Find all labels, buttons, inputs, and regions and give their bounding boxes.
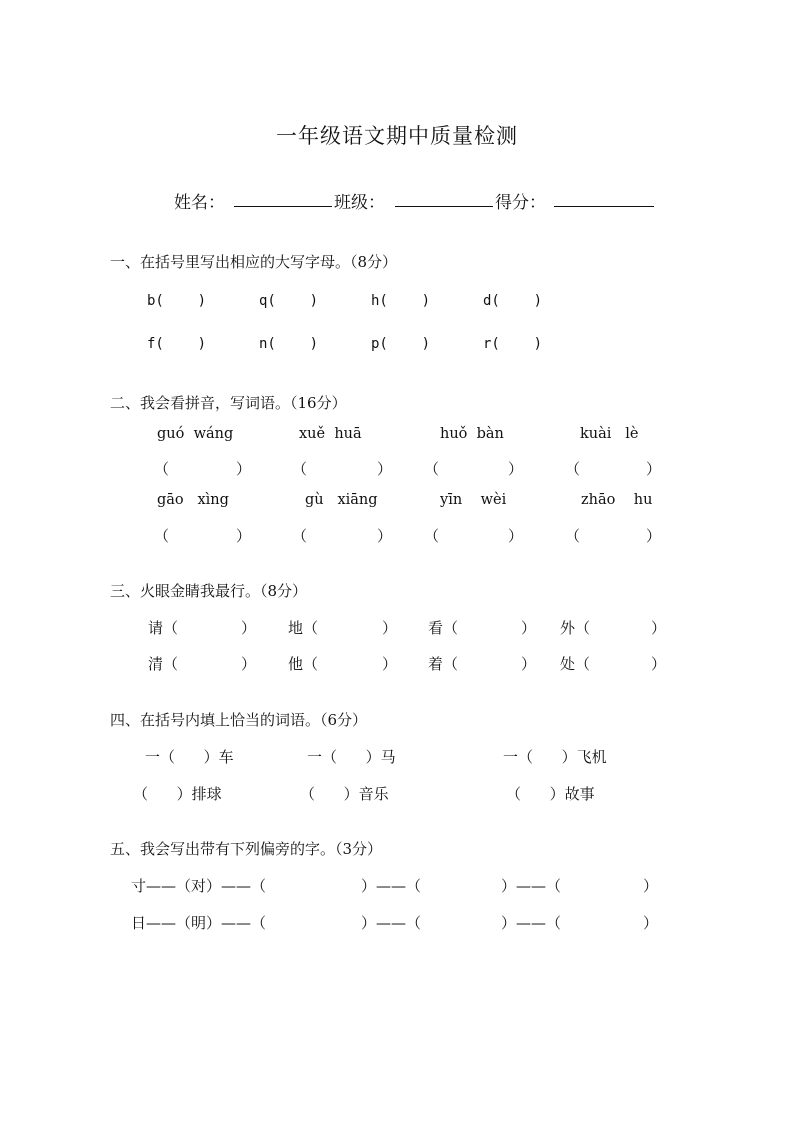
paren-close: ） [521, 655, 537, 673]
name-blank[interactable] [234, 206, 332, 207]
paren-close: ） [377, 527, 393, 545]
paren-close: ） [508, 527, 524, 545]
paren-close: ） [236, 460, 252, 478]
paren-close: ） [651, 619, 667, 637]
char-item[interactable]: 处（ [560, 655, 591, 673]
paren-close: ） [651, 655, 667, 673]
section4-heading: 四、在括号内填上恰当的词语。（6分） [110, 711, 368, 729]
letter-blank[interactable]: n( ) [259, 336, 319, 352]
fill-item[interactable]: （ ）故事 [506, 785, 595, 803]
class-label: 班级： [334, 193, 385, 213]
paren-open[interactable]: （ [424, 527, 440, 545]
paren-open[interactable]: （ [424, 460, 440, 478]
paren-close: ） [382, 619, 398, 637]
section1-heading: 一、在括号里写出相应的大写字母。（8分） [110, 253, 398, 271]
paren-open[interactable]: （ [565, 460, 581, 478]
paren-close: ） [382, 655, 398, 673]
paren-open[interactable]: （ [292, 527, 308, 545]
letter-blank[interactable]: f( ) [147, 336, 207, 352]
fill-item[interactable]: （ ）排球 [133, 785, 222, 803]
pinyin-word: yīn wèi [440, 492, 507, 508]
paren-close: ） [241, 655, 257, 673]
radical-row-end: ） [643, 877, 659, 895]
paren-open[interactable]: （ [154, 460, 170, 478]
paren-close: ） [646, 527, 662, 545]
fill-item[interactable]: 一（ ）车 [145, 748, 234, 766]
char-item[interactable]: 他（ [288, 655, 319, 673]
paren-open[interactable]: （ [292, 460, 308, 478]
pinyin-word: xuě huā [299, 426, 362, 442]
paren-close: ） [508, 460, 524, 478]
section5-heading: 五、我会写出带有下列偏旁的字。（3分） [110, 840, 383, 858]
letter-blank[interactable]: q( ) [259, 293, 319, 309]
page-title: 一年级语文期中质量检测 [276, 124, 518, 148]
name-label: 姓名： [174, 193, 225, 213]
radical-row-mid[interactable]: ）——（ [501, 914, 562, 932]
radical-row-mid[interactable]: ）——（ [501, 877, 562, 895]
pinyin-word: zhāo hu [581, 492, 653, 508]
radical-row-mid[interactable]: ）——（ [361, 914, 422, 932]
paren-open[interactable]: （ [154, 527, 170, 545]
char-item[interactable]: 地（ [288, 619, 319, 637]
char-item[interactable]: 请（ [148, 619, 179, 637]
radical-row-mid[interactable]: ）——（ [361, 877, 422, 895]
letter-blank[interactable]: r( ) [483, 336, 543, 352]
char-item[interactable]: 看（ [428, 619, 459, 637]
score-label: 得分： [495, 193, 546, 213]
paren-close: ） [646, 460, 662, 478]
radical-row-prefix[interactable]: 日——（明）——（ [131, 914, 267, 932]
score-blank[interactable] [554, 206, 654, 207]
pinyin-word: guó wáng [157, 426, 234, 442]
letter-blank[interactable]: d( ) [483, 293, 543, 309]
fill-item[interactable]: 一（ ）马 [307, 748, 396, 766]
section2-heading: 二、我会看拼音，写词语。（16分） [110, 394, 347, 412]
paren-close: ） [241, 619, 257, 637]
fill-item[interactable]: （ ）音乐 [300, 785, 389, 803]
fill-item[interactable]: 一（ ）飞机 [503, 748, 607, 766]
section3-heading: 三、火眼金睛我最行。（8分） [110, 582, 308, 600]
char-item[interactable]: 外（ [560, 619, 591, 637]
letter-blank[interactable]: h( ) [371, 293, 431, 309]
letter-blank[interactable]: b( ) [147, 293, 207, 309]
paren-close: ） [236, 527, 252, 545]
paren-open[interactable]: （ [565, 527, 581, 545]
letter-blank[interactable]: p( ) [371, 336, 431, 352]
pinyin-word: huǒ bàn [440, 426, 504, 442]
paren-close: ） [377, 460, 393, 478]
pinyin-word: kuài lè [580, 426, 639, 442]
char-item[interactable]: 着（ [428, 655, 459, 673]
radical-row-prefix[interactable]: 寸——（对）——（ [131, 877, 267, 895]
paren-close: ） [521, 619, 537, 637]
pinyin-word: gù xiāng [305, 492, 378, 508]
class-blank[interactable] [395, 206, 493, 207]
radical-row-end: ） [643, 914, 659, 932]
pinyin-word: gāo xìng [157, 492, 229, 508]
char-item[interactable]: 清（ [148, 655, 179, 673]
